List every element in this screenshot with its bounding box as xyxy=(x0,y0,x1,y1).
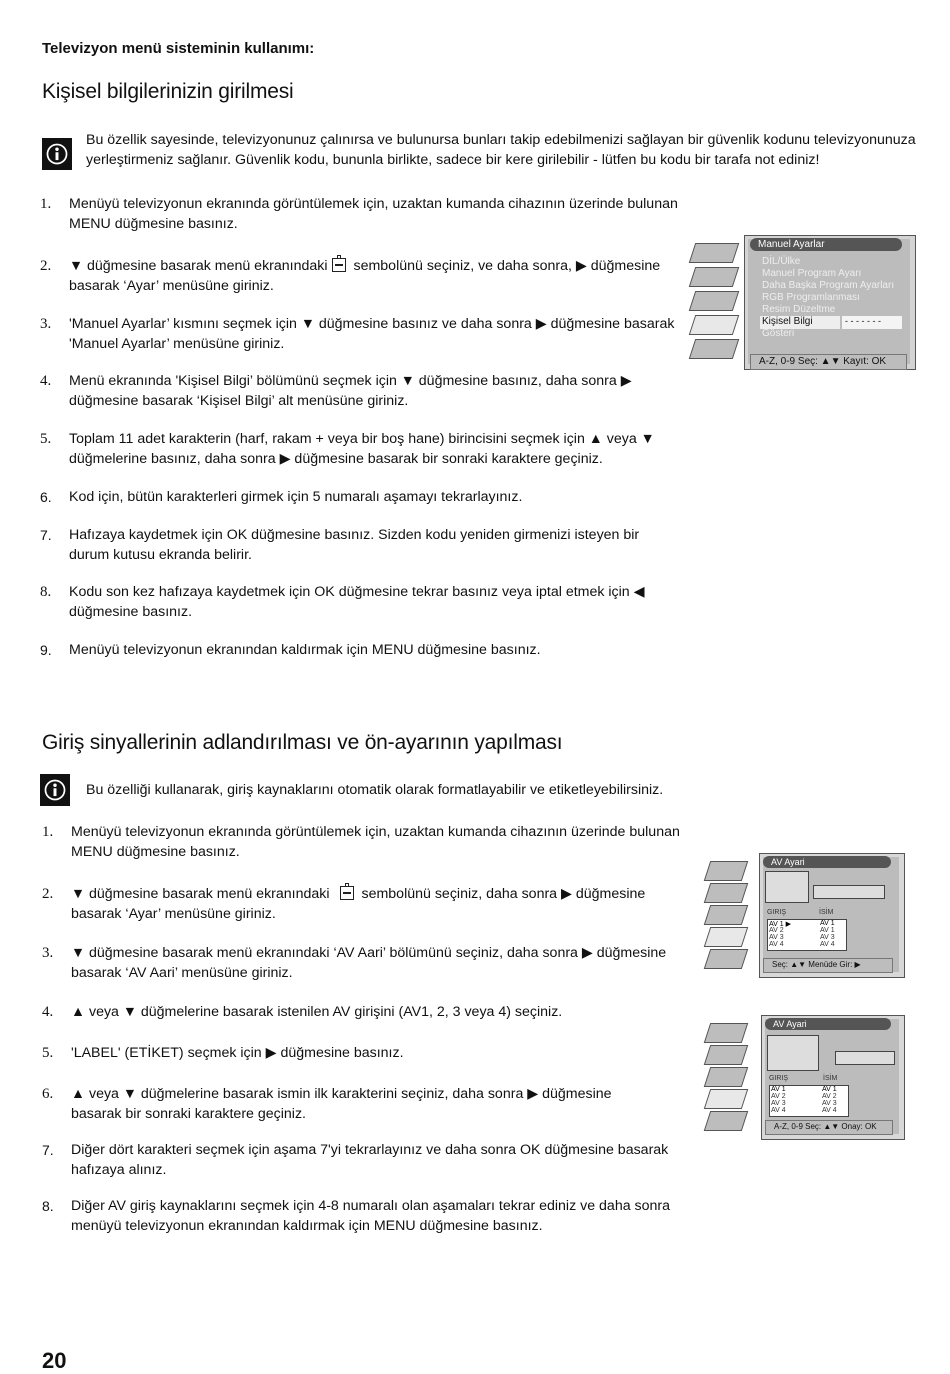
list-item: 6. Kod için, bütün karakterleri girmek için 5 numaralı aşamayı tekrarlayınız. xyxy=(40,489,523,505)
av-ayari-menu-figure-2 xyxy=(705,1015,905,1140)
list-item: 3. ▼ düğmesine basarak menü ekranındaki ‘AV Aari’ bölümünü seçiniz, daha sonra ▶ düğmesine basarak ‘AV Aari’ menüsüne giriniz. xyxy=(42,945,667,981)
labeling-note: Bu özelliği kullanarak, giriş kaynaklarını otomatik olarak formatlayabilir ve etiketleyebilirsiniz. xyxy=(86,782,664,798)
av-input: AV 3 xyxy=(771,1100,786,1107)
code-input: - - - - - - - xyxy=(845,316,881,326)
menu-footer: Seç: ▲▼ Menüde Gir: ▶ xyxy=(763,958,893,973)
section2-heading: Giriş sinyallerinin adlandırılması ve ön-ayarının yapılması xyxy=(42,731,563,754)
picture-icon xyxy=(692,243,736,263)
av-input: AV 2 xyxy=(771,1093,786,1100)
list-item: 7. Hafızaya kaydetmek için OK düğmesine basınız. Sizden kodu yeniden girmenizi isteyen bir durum kutusu ekranda belirir. xyxy=(40,527,640,563)
list-item: 2. ▼ düğmesine basarak menü ekranındaki sembolünü seçiniz, ve daha sonra, ▶ düğmesine basarak ‘Ayar’ menüsüne giriniz. xyxy=(40,258,661,294)
sound-icon xyxy=(707,883,745,903)
av-name: AV 1 xyxy=(820,927,835,934)
sound-icon xyxy=(692,267,736,287)
features-icon xyxy=(707,905,745,925)
list-item: 4. Menü ekranında 'Kişisel Bilgi’ bölümünü seçmek için ▼ düğmesine basınız, daha sonra ▶ düğmesine basarak ‘Kişisel Bilgi’ alt menüsüne giriniz. xyxy=(40,373,632,409)
menu-item: DİL/Ülke xyxy=(762,256,801,267)
list-item: 9. Menüyü televizyonun ekranından kaldırmak için MENU düğmesine basınız. xyxy=(40,642,541,658)
text-icon xyxy=(692,339,736,359)
menu-item: Gösteri xyxy=(762,328,795,339)
sound-icon xyxy=(707,1045,745,1065)
av-name: AV 4 xyxy=(822,1107,837,1114)
menu-title: Manuel Ayarlar xyxy=(750,238,902,251)
connector-graphic xyxy=(765,871,809,903)
list-item: 2. ▼ düğmesine basarak menü ekranındaki sembolünü seçiniz, daha sonra ▶ düğmesine basarak ‘Ayar’ menüsüne giriniz. xyxy=(42,886,646,922)
av-name: AV 1 xyxy=(820,920,835,927)
list-item: 8. Diğer AV giriş kaynaklarını seçmek için 4-8 numaralı olan aşamaları tekrar ediniz ve daha sonra menüyü televizyonun ekranından kaldırmak için MENU düğmesine basınız. xyxy=(42,1198,671,1234)
features-icon xyxy=(707,1067,745,1087)
menu-item: RGB Programlanması xyxy=(762,292,860,303)
menu-item: Daha Başka Program Ayarları xyxy=(762,280,895,291)
security-note: Bu özellik sayesinde, televizyonunuz çalınırsa ve bulunursa bunları takip edebilmenizi sağlayan bir güvenlik kodunu televizyonunuza yerleştirmeniz sağlanır. Güvenlik kodu, bununla birlikte, sadece bir kere girilebilir - lütfen bu kodu bir tarafa not ediniz! xyxy=(86,132,916,168)
list-item: 7. Diğer dört karakteri seçmek için aşama 7'yi tekrarlayınız ve daha sonra OK düğmesine basarak hafızaya alınız. xyxy=(42,1142,669,1178)
list-item: 6. ▲ veya ▼ düğmelerine basarak ismin ilk karakterini seçiniz, daha sonra ▶ düğmesine basarak bir sonraki karaktere geçiniz. xyxy=(42,1086,612,1122)
av-input: AV 4 xyxy=(771,1107,786,1114)
manuel-ayarlar-menu-figure xyxy=(688,235,918,370)
column-header: GIRIŞ xyxy=(769,1075,789,1082)
list-item: 5. 'LABEL' (ETİKET) seçmek için ▶ düğmesine basınız. xyxy=(42,1045,404,1061)
page-number: 20 xyxy=(42,1348,67,1373)
text-icon xyxy=(707,949,745,969)
list-item: 5. Toplam 11 adet karakterin (harf, rakam + veya bir boş hane) birincisini seçmek için ▲ veya ▼ düğmelerine basınız, daha sonra ▶ düğmesine basarak bir sonraki karaktere geçiniz. xyxy=(40,431,655,467)
av-input: AV 2 xyxy=(769,927,784,934)
info-icon xyxy=(40,774,70,806)
menu-footer: A-Z, 0-9 Seç: ▲▼ Onay: OK xyxy=(765,1120,893,1135)
section-caption: Televizyon menü sisteminin kullanımı: xyxy=(42,40,315,57)
av-name: AV 2 xyxy=(822,1093,837,1100)
text-icon xyxy=(707,1111,745,1131)
list-item: 8. Kodu son kez hafızaya kaydetmek için OK düğmesine tekrar basınız veya iptal etmek için ◀ düğmesine basınız. xyxy=(40,584,645,620)
settings-case-icon xyxy=(692,315,736,335)
av-name: AV 3 xyxy=(822,1100,837,1107)
menu-item-selected: Kişisel Bilgi xyxy=(762,316,813,327)
av-input: AV 1 xyxy=(771,1086,786,1093)
menu-title: AV Ayari xyxy=(763,856,891,868)
av-input: AV 3 xyxy=(769,934,784,941)
av-input: AV 4 xyxy=(769,941,784,948)
info-icon xyxy=(42,138,72,170)
column-header: GIRIŞ xyxy=(767,909,787,916)
av-name: AV 1 xyxy=(822,1086,837,1093)
list-item: 1. Menüyü televizyonun ekranında görüntülemek için, uzaktan kumanda cihazının üzerinde bulunan MENU düğmesine basınız. xyxy=(40,196,678,232)
menu-footer: A-Z, 0-9 Seç: ▲▼ Kayıt: OK xyxy=(750,354,907,370)
picture-icon xyxy=(707,861,745,881)
menu-item: Resim Düzeltme xyxy=(762,304,836,315)
settings-case-icon xyxy=(707,927,745,947)
picture-icon xyxy=(707,1023,745,1043)
list-item: 4. ▲ veya ▼ düğmelerine basarak istenilen AV girişini (AV1, 2, 3 veya 4) seçiniz. xyxy=(42,1004,563,1020)
av-sockets-graphic xyxy=(835,1051,895,1065)
features-icon xyxy=(692,291,736,311)
connector-graphic xyxy=(767,1035,819,1071)
av-input: AV 1 ▶ xyxy=(769,921,791,928)
settings-case-icon xyxy=(707,1089,745,1109)
list-item: 1. Menüyü televizyonun ekranında görüntülemek için, uzaktan kumanda cihazının üzerinde bulunan MENU düğmesine basınız. xyxy=(42,824,680,860)
av-name: AV 3 xyxy=(820,934,835,941)
list-item: 3. 'Manuel Ayarlar’ kısmını seçmek için ▼ düğmesine basınız ve daha sonra ▶ düğmesine basarak 'Manuel Ayarlar’ menüsüne giriniz. xyxy=(40,316,675,352)
column-header: İSİM xyxy=(819,909,834,916)
settings-case-icon xyxy=(332,258,346,272)
av-ayari-menu-figure-1 xyxy=(705,853,905,978)
menu-item: Manuel Program Ayarı xyxy=(762,268,862,279)
av-name: AV 4 xyxy=(820,941,835,948)
av-sockets-graphic xyxy=(813,885,885,899)
section1-heading: Kişisel bilgilerinizin girilmesi xyxy=(42,80,294,103)
settings-case-icon xyxy=(340,886,354,900)
menu-title: AV Ayari xyxy=(765,1018,891,1030)
column-header: İSİM xyxy=(823,1075,838,1082)
